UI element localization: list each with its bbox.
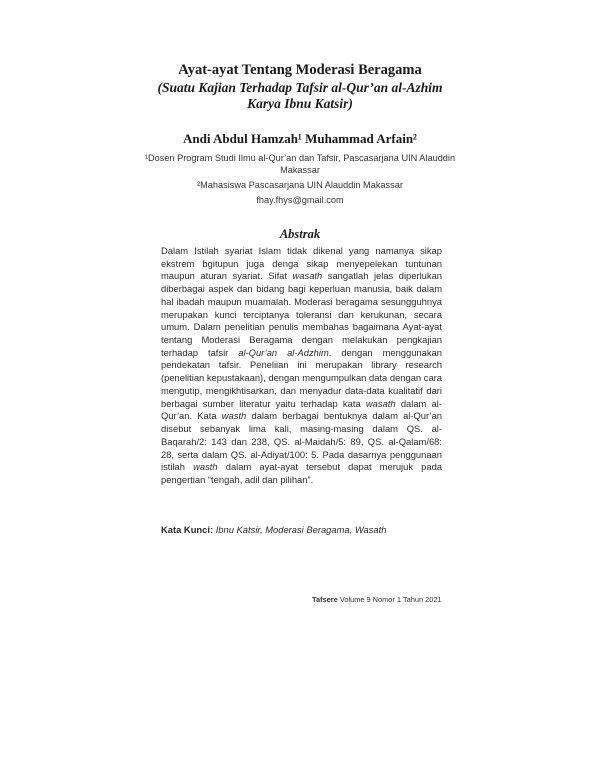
abstract-term: wasath bbox=[365, 397, 396, 409]
abstract-text: Dalam Istilah syariat Islam tidak dikenal yang namanya sikap ekstrem bgitupun juga denga sikap menyepelekan tuntunan maupun aturan syariat. Sifat bbox=[161, 245, 442, 282]
journal-footer bbox=[312, 595, 442, 604]
paper-title: Ayat-ayat Tentang Moderasi Beragama bbox=[178, 62, 422, 78]
abstract-text: dalam berbagai bentuknya dalam al-Qur’an disebut sebanyak lima kali, masing-masing dalam QS. al-Baqarah/2: 143 dan 238, QS. al-Maidah/5: 89, QS. al-Qalam/68: 28, serta dalam QS. al-Adiyat/100: 5. Pada dasarnya penggunaan istilah bbox=[161, 410, 442, 473]
abstract-paragraph bbox=[161, 245, 442, 487]
keywords-line bbox=[161, 524, 451, 535]
author-line: Andi Abdul Hamzah¹ Muhammad Arfain² bbox=[183, 131, 417, 146]
abstract-text: dalam al-Qur’an. Kata bbox=[161, 397, 442, 422]
journal-issue: Volume 9 Nomor 1 Tahun 2021 bbox=[339, 595, 442, 604]
keywords-value: Ibnu Katsir, Moderasi Beragama, Wasath bbox=[215, 524, 387, 535]
abstract-text: dalam ayat-ayat tersebut dapat merujuk pada pengertian “tengah, adil dan pilihan”. bbox=[161, 461, 443, 485]
abstract-term: al-Qur’an al-Adzhim bbox=[238, 346, 329, 358]
abstract-term: wasth bbox=[193, 461, 218, 473]
journal-name: Tafsere bbox=[312, 595, 338, 604]
abstract-term: wasth bbox=[221, 410, 247, 422]
abstract-body bbox=[161, 245, 442, 487]
abstract-heading: Abstrak bbox=[279, 227, 321, 241]
abstract-text: sangatlah jelas diperlukan diberbagai aspek dan bidang bagi keperluan manusia, baik dalam hal ibadah maupun muamalah. Moderasi beragama sesungguhnya merupakan kunci terciptanya toleransi dan kerukunan, secara umum. Dalam penelitian penulis membahas bagaimana Ayat-ayat tentang Moderasi Beragama dengan melakukan pengkajian terhadap tafsir bbox=[161, 270, 443, 358]
affiliation-1: ¹Dosen Program Studi Ilmu al-Qur’an dan Tafsir, Pascasarjana UIN Alauddin Makassar bbox=[144, 153, 456, 175]
keywords-label: Kata Kunci: bbox=[161, 524, 214, 535]
paper-subtitle: (Suatu Kajian Terhadap Tafsir al-Qur’an al-Azhim Karya Ibnu Katsir) bbox=[157, 80, 443, 111]
contact-email: fhay.fhys@gmail.com bbox=[256, 195, 344, 205]
affiliation-2: ²Mahasiswa Pascasarjana UIN Alauddin Makassar bbox=[197, 180, 403, 190]
abstract-term: wasath bbox=[292, 270, 323, 282]
abstract-text: . dengan menggunakan pendekatan tafsir. Peneliian ini merupakan library research (penelitian kepustakaan), dengan mengumpulkan data dengan cara mengutip, mengikhtisarkan, dan menyadur data-data kualitatif dari berbagai sumber literatur yaitu terhadap kata bbox=[161, 346, 442, 409]
